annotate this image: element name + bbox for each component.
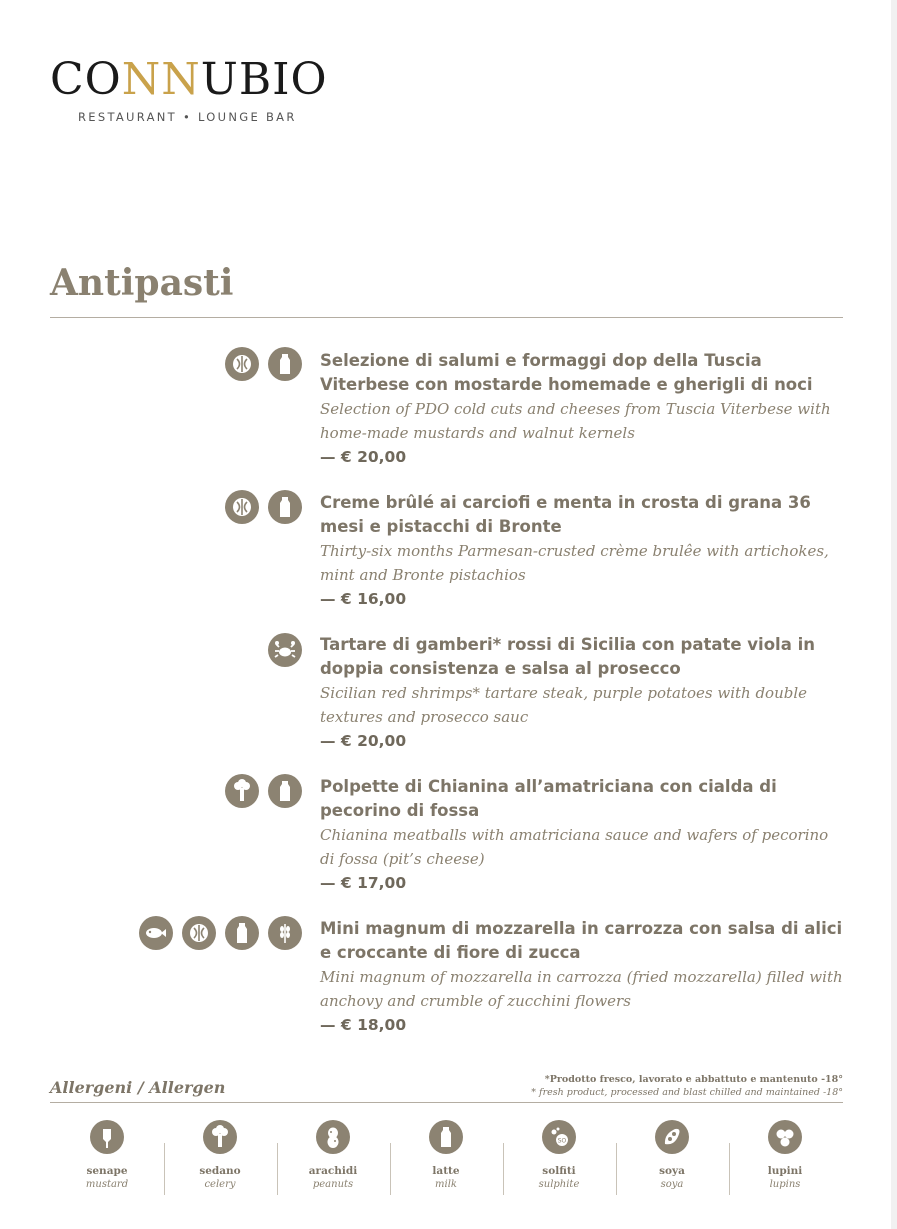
legend-label-it: sedano bbox=[199, 1165, 241, 1177]
dish-name: Creme brûlé ai carciofi e menta in crosta di grana 36 mesi e pistacchi di Bronte bbox=[320, 493, 811, 536]
legend-mustard bbox=[51, 1120, 163, 1191]
legend-label-it: senape bbox=[86, 1165, 128, 1177]
dish-price: — € 17,00 bbox=[320, 874, 407, 892]
legend-label-en: sulphite bbox=[538, 1179, 580, 1190]
allergens-title: Allergeni / Allergen bbox=[50, 1078, 226, 1097]
milk-icon bbox=[268, 490, 302, 524]
legend-label-it: latte bbox=[432, 1165, 460, 1177]
legend-peanuts bbox=[277, 1120, 389, 1191]
peanut-icon bbox=[316, 1120, 350, 1154]
dish-allergen-icons bbox=[268, 633, 304, 667]
legend-label-it: soya bbox=[659, 1165, 685, 1177]
dish-name: Selezione di salumi e formaggi dop della Tuscia Viterbese con mostarde homemade e gherigli di noci bbox=[320, 351, 813, 394]
dish-allergen-icons bbox=[225, 490, 305, 524]
dish-item bbox=[320, 633, 845, 753]
fish-icon bbox=[139, 916, 173, 950]
milk-icon bbox=[268, 774, 302, 808]
logo-mark: NN bbox=[121, 54, 201, 105]
legend-label-it: lupini bbox=[767, 1165, 803, 1177]
legend-label-en: mustard bbox=[85, 1179, 129, 1190]
legend-label-en: soya bbox=[660, 1179, 684, 1190]
dish-item bbox=[320, 775, 845, 895]
legend-label-it: arachidi bbox=[308, 1165, 358, 1177]
crustacean-icon bbox=[268, 633, 302, 667]
mustard-icon bbox=[90, 1120, 124, 1154]
legend-celery bbox=[164, 1120, 276, 1191]
legend-label-en: lupins bbox=[769, 1179, 801, 1190]
freshness-note-it: *Prodotto fresco, lavorato e abbattuto e mantenuto -18° bbox=[544, 1074, 843, 1085]
peanut-icon bbox=[225, 490, 259, 524]
allergens-divider bbox=[50, 1102, 843, 1103]
milk-icon bbox=[268, 347, 302, 381]
freshness-note bbox=[531, 1073, 843, 1099]
dish-name: Polpette di Chianina all’amatriciana con cialda di pecorino di fossa bbox=[320, 777, 777, 820]
dish-price: — € 20,00 bbox=[320, 732, 407, 750]
freshness-note-en: * fresh product, processed and blast chilled and maintained -18° bbox=[531, 1087, 843, 1098]
dish-allergen-icons bbox=[225, 774, 305, 808]
legend-milk bbox=[390, 1120, 502, 1191]
dish-description: Selection of PDO cold cuts and cheeses from Tuscia Viterbese with home-made mustards and walnut kernels bbox=[320, 400, 831, 442]
sulphite-icon bbox=[542, 1120, 576, 1154]
lupin-icon bbox=[768, 1120, 802, 1154]
celery-icon bbox=[203, 1120, 237, 1154]
legend-label-en: milk bbox=[435, 1179, 457, 1190]
peanut-icon bbox=[182, 916, 216, 950]
legend-label-it: solfiti bbox=[542, 1165, 576, 1177]
legend-label-en: peanuts bbox=[312, 1179, 354, 1190]
logo-wordmark: CONNUBIO bbox=[50, 54, 328, 105]
celery-icon bbox=[225, 774, 259, 808]
dish-item bbox=[320, 491, 845, 611]
gluten-icon bbox=[268, 916, 302, 950]
dish-name: Mini magnum di mozzarella in carrozza con salsa di alici e croccante di fiore di zucca bbox=[320, 919, 843, 962]
section-title: Antipasti bbox=[50, 262, 234, 304]
dish-name: Tartare di gamberi* rossi di Sicilia con patate viola in doppia consistenza e salsa al prosecco bbox=[320, 635, 815, 678]
dish-price: — € 16,00 bbox=[320, 590, 407, 608]
dish-description: Mini magnum of mozzarella in carrozza (fried mozzarella) filled with anchovy and crumble of zucchini flowers bbox=[320, 968, 843, 1010]
legend-lupins bbox=[729, 1120, 841, 1191]
legend-label-en: celery bbox=[204, 1179, 236, 1190]
legend-soya bbox=[616, 1120, 728, 1191]
dish-item bbox=[320, 917, 845, 1037]
logo-tagline: RESTAURANT • LOUNGE BAR bbox=[78, 110, 297, 124]
milk-icon bbox=[429, 1120, 463, 1154]
dish-description: Chianina meatballs with amatriciana sauce and wafers of pecorino di fossa (pit’s cheese) bbox=[320, 826, 829, 868]
section-divider bbox=[50, 317, 843, 318]
soya-icon bbox=[655, 1120, 689, 1154]
dish-allergen-icons bbox=[225, 347, 305, 381]
page-edge bbox=[891, 0, 897, 1229]
legend-sulphite bbox=[503, 1120, 615, 1191]
dish-description: Sicilian red shrimps* tartare steak, purple potatoes with double textures and prosecco sauc bbox=[320, 684, 808, 726]
dish-price: — € 20,00 bbox=[320, 448, 407, 466]
dish-allergen-icons bbox=[139, 916, 309, 950]
brand-logo bbox=[50, 54, 328, 124]
dish-item bbox=[320, 349, 845, 469]
peanut-icon bbox=[225, 347, 259, 381]
dish-description: Thirty-six months Parmesan-crusted crème brulêe with artichokes, mint and Bronte pistachios bbox=[320, 542, 829, 584]
svg-text:SO: SO bbox=[557, 1137, 567, 1145]
dish-price: — € 18,00 bbox=[320, 1016, 407, 1034]
milk-icon bbox=[225, 916, 259, 950]
